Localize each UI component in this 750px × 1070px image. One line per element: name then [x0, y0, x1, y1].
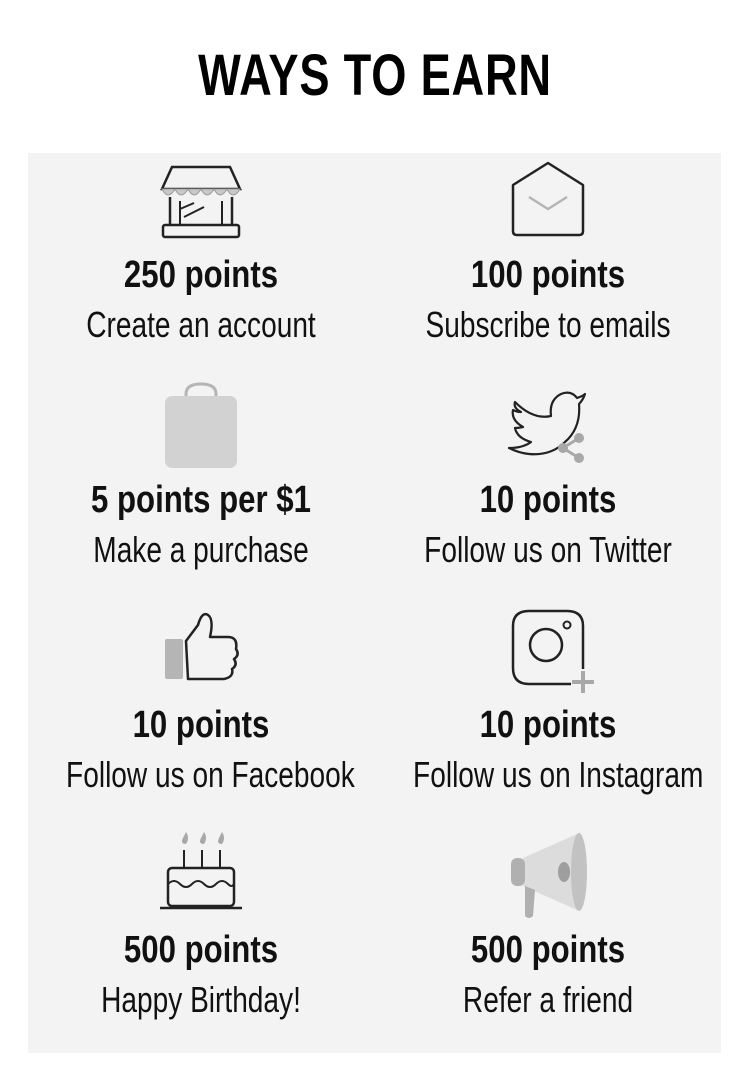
points-value: 500 points: [470, 929, 626, 971]
earn-action-label: Refer a friend: [462, 979, 634, 1020]
earn-action-label: Create an account: [86, 304, 316, 345]
earn-action-label: Follow us on Twitter: [424, 529, 672, 570]
earn-grid: [28, 153, 721, 1053]
shopping-bag-icon: [146, 382, 256, 472]
points-value: 500 points: [123, 929, 279, 971]
points-value: 250 points: [123, 254, 279, 296]
birthday-cake-icon: [146, 832, 256, 922]
earn-action-label: Subscribe to emails: [425, 304, 671, 345]
earn-card-create-account: [28, 153, 374, 378]
earn-card-birthday: [28, 828, 374, 1053]
earn-card-refer-friend: [375, 828, 721, 1053]
earn-action-label: Follow us on Facebook: [66, 754, 355, 795]
earn-card-follow-facebook: [28, 603, 374, 828]
points-value: 5 points per $1: [91, 479, 311, 521]
earn-action-label: Follow us on Instagram: [413, 754, 704, 795]
points-value: 10 points: [132, 704, 270, 746]
megaphone-icon: [493, 832, 603, 922]
page-title: WAYS TO EARN: [198, 43, 552, 108]
earn-card-follow-instagram: [375, 603, 721, 828]
earn-card-subscribe-emails: [375, 153, 721, 378]
envelope-icon: [493, 157, 603, 247]
points-value: 10 points: [479, 479, 617, 521]
points-value: 100 points: [470, 254, 626, 296]
earn-card-follow-twitter: [375, 378, 721, 603]
twitter-share-icon: [493, 382, 603, 472]
thumbs-up-icon: [146, 607, 256, 697]
earn-action-label: Happy Birthday!: [101, 979, 301, 1020]
instagram-add-icon: [493, 607, 603, 697]
storefront-icon: [146, 157, 256, 247]
earn-card-make-purchase: [28, 378, 374, 603]
points-value: 10 points: [479, 704, 617, 746]
earn-action-label: Make a purchase: [93, 529, 309, 570]
